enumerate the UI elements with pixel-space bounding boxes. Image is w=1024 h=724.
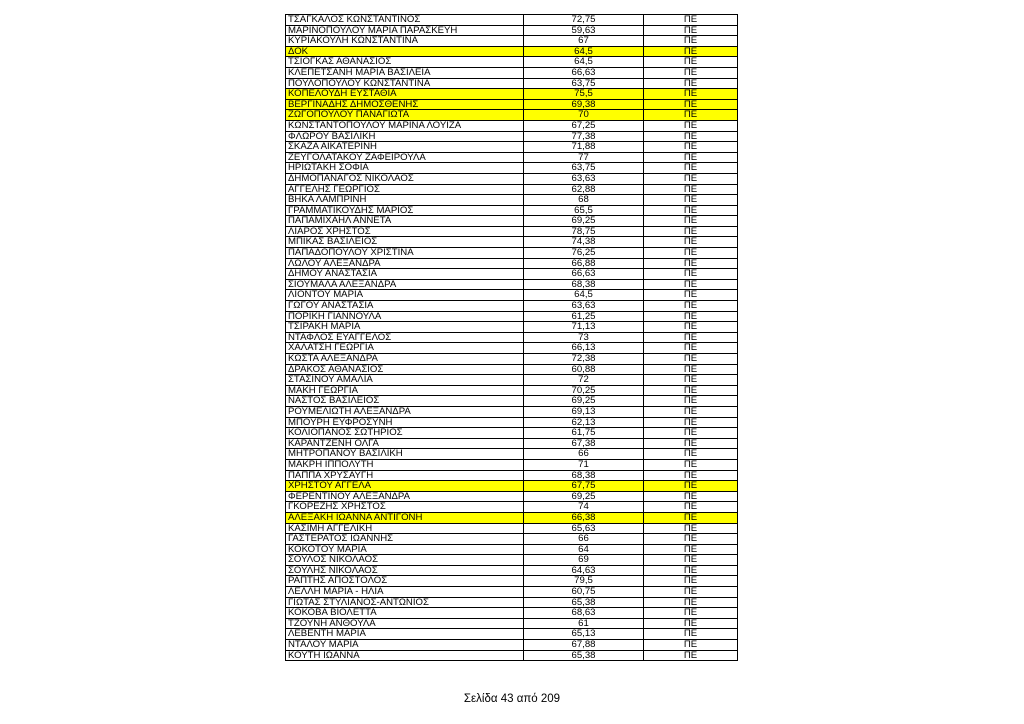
- score-cell: 66,13: [524, 343, 644, 354]
- name-cell: ΜΑΚΗ ΓΕΩΡΓΙΑ: [286, 385, 524, 396]
- name-cell: ΑΓΓΕΛΗΣ ΓΕΩΡΓΙΟΣ: [286, 184, 524, 195]
- name-cell: ΚΟΚΟΒΑ ΒΙΟΛΕΤΤΑ: [286, 608, 524, 619]
- table-row: [286, 163, 738, 174]
- category-cell: ΠΕ: [644, 406, 738, 417]
- score-cell: 64,63: [524, 565, 644, 576]
- category-cell: ΠΕ: [644, 269, 738, 280]
- name-cell: ΤΣΑΓΚΑΛΟΣ ΚΩΝΣΤΑΝΤΙΝΟΣ: [286, 15, 524, 26]
- table-row: [286, 152, 738, 163]
- name-cell: ΜΠΟΥΡΗ ΕΥΦΡΟΣΥΝΗ: [286, 417, 524, 428]
- score-cell: 68: [524, 195, 644, 206]
- name-cell: ΣΟΥΛΗΣ ΝΙΚΟΛΑΟΣ: [286, 565, 524, 576]
- table-row: [286, 184, 738, 195]
- category-cell: ΠΕ: [644, 301, 738, 312]
- category-cell: ΠΕ: [644, 258, 738, 269]
- score-cell: 70: [524, 110, 644, 121]
- name-cell: ΔΗΜΟΥ ΑΝΑΣΤΑΣΙΑ: [286, 269, 524, 280]
- name-cell: ΣΟΥΛΟΣ ΝΙΚΟΛΑΟΣ: [286, 555, 524, 566]
- category-cell: ΠΕ: [644, 131, 738, 142]
- table-row: [286, 481, 738, 492]
- score-cell: 69,25: [524, 491, 644, 502]
- score-cell: 63,63: [524, 173, 644, 184]
- name-cell: ΓΑΣΤΕΡΑΤΟΣ ΙΩΑΝΝΗΣ: [286, 534, 524, 545]
- table-row: [286, 205, 738, 216]
- score-cell: 65,13: [524, 629, 644, 640]
- table-row: [286, 650, 738, 661]
- category-cell: ΠΕ: [644, 343, 738, 354]
- score-cell: 75,5: [524, 89, 644, 100]
- table-row: [286, 385, 738, 396]
- score-cell: 63,75: [524, 163, 644, 174]
- score-cell: 67,75: [524, 481, 644, 492]
- table-row: [286, 470, 738, 481]
- name-cell: ΠΟΥΛΟΠΟΥΛΟΥ ΚΩΝΣΤΑΝΤΙΝΑ: [286, 78, 524, 89]
- score-cell: 71,88: [524, 142, 644, 153]
- table-row: [286, 36, 738, 47]
- table-row: [286, 78, 738, 89]
- name-cell: ΡΑΠΤΗΣ ΑΠΟΣΤΟΛΟΣ: [286, 576, 524, 587]
- category-cell: ΠΕ: [644, 364, 738, 375]
- score-cell: 66,88: [524, 258, 644, 269]
- category-cell: ΠΕ: [644, 36, 738, 47]
- table-row: [286, 173, 738, 184]
- name-cell: ΧΑΛΑΤΣΗ ΓΕΩΡΓΙΑ: [286, 343, 524, 354]
- category-cell: ΠΕ: [644, 279, 738, 290]
- table-row: [286, 375, 738, 386]
- category-cell: ΠΕ: [644, 354, 738, 365]
- category-cell: ΠΕ: [644, 618, 738, 629]
- table-row: [286, 491, 738, 502]
- category-cell: ΠΕ: [644, 322, 738, 333]
- name-cell: ΜΑΡΙΝΟΠΟΥΛΟΥ ΜΑΡΙΑ ΠΑΡΑΣΚΕΥΗ: [286, 25, 524, 36]
- table-row: [286, 131, 738, 142]
- name-cell: ΡΟΥΜΕΛΙΩΤΗ ΑΛΕΞΑΝΔΡΑ: [286, 406, 524, 417]
- table-row: [286, 608, 738, 619]
- score-cell: 74: [524, 502, 644, 513]
- name-cell: ΣΤΑΣΙΝΟΥ ΑΜΑΛΙΑ: [286, 375, 524, 386]
- name-cell: ΣΚΑΖΑ ΑΙΚΑΤΕΡΙΝΗ: [286, 142, 524, 153]
- category-cell: ΠΕ: [644, 110, 738, 121]
- score-cell: 64: [524, 544, 644, 555]
- page-footer: Σελίδα 43 από 209: [463, 693, 561, 705]
- category-cell: ΠΕ: [644, 15, 738, 26]
- table-row: [286, 237, 738, 248]
- name-cell: ΤΖΟΥΝΗ ΑΝΘΟΥΛΑ: [286, 618, 524, 629]
- name-cell: ΠΑΠΠΑ ΧΡΥΣΑΥΓΗ: [286, 470, 524, 481]
- score-cell: 65,38: [524, 650, 644, 661]
- score-cell: 65,63: [524, 523, 644, 534]
- category-cell: ΠΕ: [644, 512, 738, 523]
- score-cell: 64,5: [524, 57, 644, 68]
- table-row: [286, 534, 738, 545]
- name-cell: ΚΟΥΤΗ ΙΩΑΝΝΑ: [286, 650, 524, 661]
- score-cell: 66,63: [524, 269, 644, 280]
- score-cell: 61: [524, 618, 644, 629]
- score-cell: 71: [524, 459, 644, 470]
- category-cell: ΠΕ: [644, 173, 738, 184]
- table-row: [286, 120, 738, 131]
- score-cell: 65,5: [524, 205, 644, 216]
- category-cell: ΠΕ: [644, 78, 738, 89]
- score-cell: 76,25: [524, 248, 644, 259]
- score-cell: 59,63: [524, 25, 644, 36]
- score-cell: 60,88: [524, 364, 644, 375]
- table-row: [286, 417, 738, 428]
- category-cell: ΠΕ: [644, 629, 738, 640]
- score-cell: 67,25: [524, 120, 644, 131]
- score-cell: 67,38: [524, 438, 644, 449]
- category-cell: ΠΕ: [644, 46, 738, 57]
- name-cell: ΔΡΑΚΟΣ ΑΘΑΝΑΣΙΟΣ: [286, 364, 524, 375]
- table-row: [286, 216, 738, 227]
- score-cell: 67: [524, 36, 644, 47]
- score-cell: 63,75: [524, 78, 644, 89]
- score-cell: 61,25: [524, 311, 644, 322]
- name-cell: ΖΩΓΟΠΟΥΛΟΥ ΠΑΝΑΓΙΩΤΑ: [286, 110, 524, 121]
- category-cell: ΠΕ: [644, 120, 738, 131]
- category-cell: ΠΕ: [644, 565, 738, 576]
- table-row: [286, 142, 738, 153]
- name-cell: ΚΟΚΟΤΟΥ ΜΑΡΙΑ: [286, 544, 524, 555]
- category-cell: ΠΕ: [644, 67, 738, 78]
- category-cell: ΠΕ: [644, 534, 738, 545]
- table-row: [286, 279, 738, 290]
- table-row: [286, 576, 738, 587]
- results-table-body: [286, 15, 738, 661]
- category-cell: ΠΕ: [644, 428, 738, 439]
- category-cell: ΠΕ: [644, 491, 738, 502]
- table-row: [286, 354, 738, 365]
- score-cell: 64,5: [524, 46, 644, 57]
- name-cell: ΗΡΙΩΤΑΚΗ ΣΟΦΙΑ: [286, 163, 524, 174]
- table-row: [286, 523, 738, 534]
- category-cell: ΠΕ: [644, 152, 738, 163]
- score-cell: 69,25: [524, 216, 644, 227]
- score-cell: 60,75: [524, 587, 644, 598]
- table-row: [286, 587, 738, 598]
- category-cell: ΠΕ: [644, 226, 738, 237]
- table-row: [286, 99, 738, 110]
- table-row: [286, 343, 738, 354]
- name-cell: ΛΕΒΕΝΤΗ ΜΑΡΙΑ: [286, 629, 524, 640]
- name-cell: ΣΙΟΥΜΑΛΑ ΑΛΕΞΑΝΔΡΑ: [286, 279, 524, 290]
- category-cell: ΠΕ: [644, 216, 738, 227]
- name-cell: ΚΩΝΣΤΑΝΤΟΠΟΥΛΟΥ ΜΑΡΙΝΑ ΛΟΥΙΖΑ: [286, 120, 524, 131]
- name-cell: ΝΤΑΛΟΥ ΜΑΡΙΑ: [286, 640, 524, 651]
- category-cell: ΠΕ: [644, 481, 738, 492]
- table-row: [286, 640, 738, 651]
- table-row: [286, 597, 738, 608]
- score-cell: 66,38: [524, 512, 644, 523]
- name-cell: ΦΛΩΡΟΥ ΒΑΣΙΛΙΚΗ: [286, 131, 524, 142]
- score-cell: 61,75: [524, 428, 644, 439]
- name-cell: ΚΛΕΠΕΤΣΑΝΗ ΜΑΡΙΑ ΒΑΣΙΛΕΙΑ: [286, 67, 524, 78]
- category-cell: ΠΕ: [644, 650, 738, 661]
- category-cell: ΠΕ: [644, 375, 738, 386]
- name-cell: ΠΑΠΑΔΟΠΟΥΛΟΥ ΧΡΙΣΤΙΝΑ: [286, 248, 524, 259]
- score-cell: 72,38: [524, 354, 644, 365]
- category-cell: ΠΕ: [644, 195, 738, 206]
- table-row: [286, 459, 738, 470]
- name-cell: ΚΩΣΤΑ ΑΛΕΞΑΝΔΡΑ: [286, 354, 524, 365]
- category-cell: ΠΕ: [644, 587, 738, 598]
- score-cell: 69,38: [524, 99, 644, 110]
- table-row: [286, 57, 738, 68]
- category-cell: ΠΕ: [644, 555, 738, 566]
- category-cell: ΠΕ: [644, 597, 738, 608]
- table-row: [286, 618, 738, 629]
- name-cell: ΚΟΠΕΛΟΥΔΗ ΕΥΣΤΑΘΙΑ: [286, 89, 524, 100]
- table-row: [286, 290, 738, 301]
- name-cell: ΝΤΑΦΛΟΣ ΕΥΑΓΓΕΛΟΣ: [286, 332, 524, 343]
- score-cell: 69,13: [524, 406, 644, 417]
- score-cell: 77,38: [524, 131, 644, 142]
- table-row: [286, 322, 738, 333]
- table-row: [286, 544, 738, 555]
- score-cell: 78,75: [524, 226, 644, 237]
- category-cell: ΠΕ: [644, 470, 738, 481]
- score-cell: 67,88: [524, 640, 644, 651]
- category-cell: ΠΕ: [644, 57, 738, 68]
- category-cell: ΠΕ: [644, 523, 738, 534]
- category-cell: ΠΕ: [644, 99, 738, 110]
- category-cell: ΠΕ: [644, 385, 738, 396]
- name-cell: ΜΗΤΡΟΠΑΝΟΥ ΒΑΣΙΛΙΚΗ: [286, 449, 524, 460]
- name-cell: ΒΗΚΑ ΛΑΜΠΡΙΝΗ: [286, 195, 524, 206]
- table-row: [286, 110, 738, 121]
- category-cell: ΠΕ: [644, 640, 738, 651]
- category-cell: ΠΕ: [644, 205, 738, 216]
- table-row: [286, 269, 738, 280]
- name-cell: ΒΕΡΓΙΝΑΔΗΣ ΔΗΜΟΣΘΕΝΗΣ: [286, 99, 524, 110]
- name-cell: ΛΩΛΟΥ ΑΛΕΞΑΝΔΡΑ: [286, 258, 524, 269]
- table-row: [286, 332, 738, 343]
- category-cell: ΠΕ: [644, 459, 738, 470]
- name-cell: ΚΥΡΙΑΚΟΥΛΗ ΚΩΝΣΤΑΝΤΙΝΑ: [286, 36, 524, 47]
- table-row: [286, 67, 738, 78]
- category-cell: ΠΕ: [644, 248, 738, 259]
- table-row: [286, 248, 738, 259]
- name-cell: ΔΟΚ: [286, 46, 524, 57]
- table-row: [286, 502, 738, 513]
- score-cell: 77: [524, 152, 644, 163]
- table-row: [286, 195, 738, 206]
- name-cell: ΤΣΙΟΓΚΑΣ ΑΘΑΝΑΣΙΟΣ: [286, 57, 524, 68]
- category-cell: ΠΕ: [644, 237, 738, 248]
- category-cell: ΠΕ: [644, 25, 738, 36]
- table-row: [286, 555, 738, 566]
- name-cell: ΚΑΡΑΝΤΖΕΝΗ ΟΛΓΑ: [286, 438, 524, 449]
- score-cell: 74,38: [524, 237, 644, 248]
- results-table: [285, 14, 738, 661]
- name-cell: ΓΙΩΤΑΣ ΣΤΥΛΙΑΝΟΣ-ΑΝΤΩΝΙΟΣ: [286, 597, 524, 608]
- table-row: [286, 406, 738, 417]
- name-cell: ΤΣΙΡΑΚΗ ΜΑΡΙΑ: [286, 322, 524, 333]
- score-cell: 79,5: [524, 576, 644, 587]
- name-cell: ΝΑΣΤΟΣ ΒΑΣΙΛΕΙΟΣ: [286, 396, 524, 407]
- table-row: [286, 15, 738, 26]
- category-cell: ΠΕ: [644, 449, 738, 460]
- category-cell: ΠΕ: [644, 163, 738, 174]
- score-cell: 70,25: [524, 385, 644, 396]
- score-cell: 64,5: [524, 290, 644, 301]
- name-cell: ΛΙΟΝΤΟΥ ΜΑΡΙΑ: [286, 290, 524, 301]
- table-row: [286, 25, 738, 36]
- score-cell: 71,13: [524, 322, 644, 333]
- table-row: [286, 258, 738, 269]
- name-cell: ΚΟΛΙΟΠΑΝΟΣ ΣΩΤΗΡΙΟΣ: [286, 428, 524, 439]
- score-cell: 62,88: [524, 184, 644, 195]
- score-cell: 68,63: [524, 608, 644, 619]
- name-cell: ΑΛΕΞΑΚΗ ΙΩΑΝΝΑ ΑΝΤΙΓΟΝΗ: [286, 512, 524, 523]
- category-cell: ΠΕ: [644, 417, 738, 428]
- category-cell: ΠΕ: [644, 290, 738, 301]
- score-cell: 69: [524, 555, 644, 566]
- category-cell: ΠΕ: [644, 142, 738, 153]
- table-row: [286, 46, 738, 57]
- name-cell: ΛΙΑΡΟΣ ΧΡΗΣΤΟΣ: [286, 226, 524, 237]
- table-row: [286, 311, 738, 322]
- category-cell: ΠΕ: [644, 438, 738, 449]
- table-row: [286, 301, 738, 312]
- score-cell: 65,38: [524, 597, 644, 608]
- table-row: [286, 226, 738, 237]
- score-cell: 66,63: [524, 67, 644, 78]
- category-cell: ΠΕ: [644, 332, 738, 343]
- category-cell: ΠΕ: [644, 396, 738, 407]
- name-cell: ΓΩΓΟΥ ΑΝΑΣΤΑΣΙΑ: [286, 301, 524, 312]
- table-row: [286, 512, 738, 523]
- name-cell: ΠΟΡΙΚΗ ΓΙΑΝΝΟΥΛΑ: [286, 311, 524, 322]
- score-cell: 68,38: [524, 279, 644, 290]
- table-row: [286, 89, 738, 100]
- table-row: [286, 449, 738, 460]
- category-cell: ΠΕ: [644, 544, 738, 555]
- category-cell: ΠΕ: [644, 576, 738, 587]
- name-cell: ΧΡΗΣΤΟΥ ΑΓΓΕΛΑ: [286, 481, 524, 492]
- name-cell: ΚΑΣΙΜΗ ΑΓΓΕΛΙΚΗ: [286, 523, 524, 534]
- name-cell: ΖΕΥΓΟΛΑΤΑΚΟΥ ΖΑΦΕΙΡΟΥΛΑ: [286, 152, 524, 163]
- table-row: [286, 629, 738, 640]
- table-row: [286, 364, 738, 375]
- category-cell: ΠΕ: [644, 311, 738, 322]
- score-cell: 66: [524, 534, 644, 545]
- score-cell: 68,38: [524, 470, 644, 481]
- name-cell: ΜΑΚΡΗ ΙΠΠΟΛΥΤΗ: [286, 459, 524, 470]
- score-cell: 72: [524, 375, 644, 386]
- table-row: [286, 396, 738, 407]
- score-cell: 62,13: [524, 417, 644, 428]
- name-cell: ΔΗΜΟΠΑΝΑΓΟΣ ΝΙΚΟΛΑΟΣ: [286, 173, 524, 184]
- score-cell: 63,63: [524, 301, 644, 312]
- score-cell: 72,75: [524, 15, 644, 26]
- table-row: [286, 565, 738, 576]
- category-cell: ΠΕ: [644, 184, 738, 195]
- name-cell: ΦΕΡΕΝΤΙΝΟΥ ΑΛΕΞΑΝΔΡΑ: [286, 491, 524, 502]
- category-cell: ΠΕ: [644, 89, 738, 100]
- name-cell: ΠΑΠΑΜΙΧΑΗΛ ΑΝΝΕΤΑ: [286, 216, 524, 227]
- name-cell: ΜΠΙΚΑΣ ΒΑΣΙΛΕΙΟΣ: [286, 237, 524, 248]
- name-cell: ΓΡΑΜΜΑΤΙΚΟΥΔΗΣ ΜΑΡΙΟΣ: [286, 205, 524, 216]
- table-row: [286, 438, 738, 449]
- name-cell: ΛΕΛΛΗ ΜΑΡΙΑ - ΗΛΙΑ: [286, 587, 524, 598]
- score-cell: 69,25: [524, 396, 644, 407]
- name-cell: ΓΚΟΡΕΖΗΣ ΧΡΗΣΤΟΣ: [286, 502, 524, 513]
- table-row: [286, 428, 738, 439]
- score-cell: 66: [524, 449, 644, 460]
- category-cell: ΠΕ: [644, 502, 738, 513]
- score-cell: 73: [524, 332, 644, 343]
- category-cell: ΠΕ: [644, 608, 738, 619]
